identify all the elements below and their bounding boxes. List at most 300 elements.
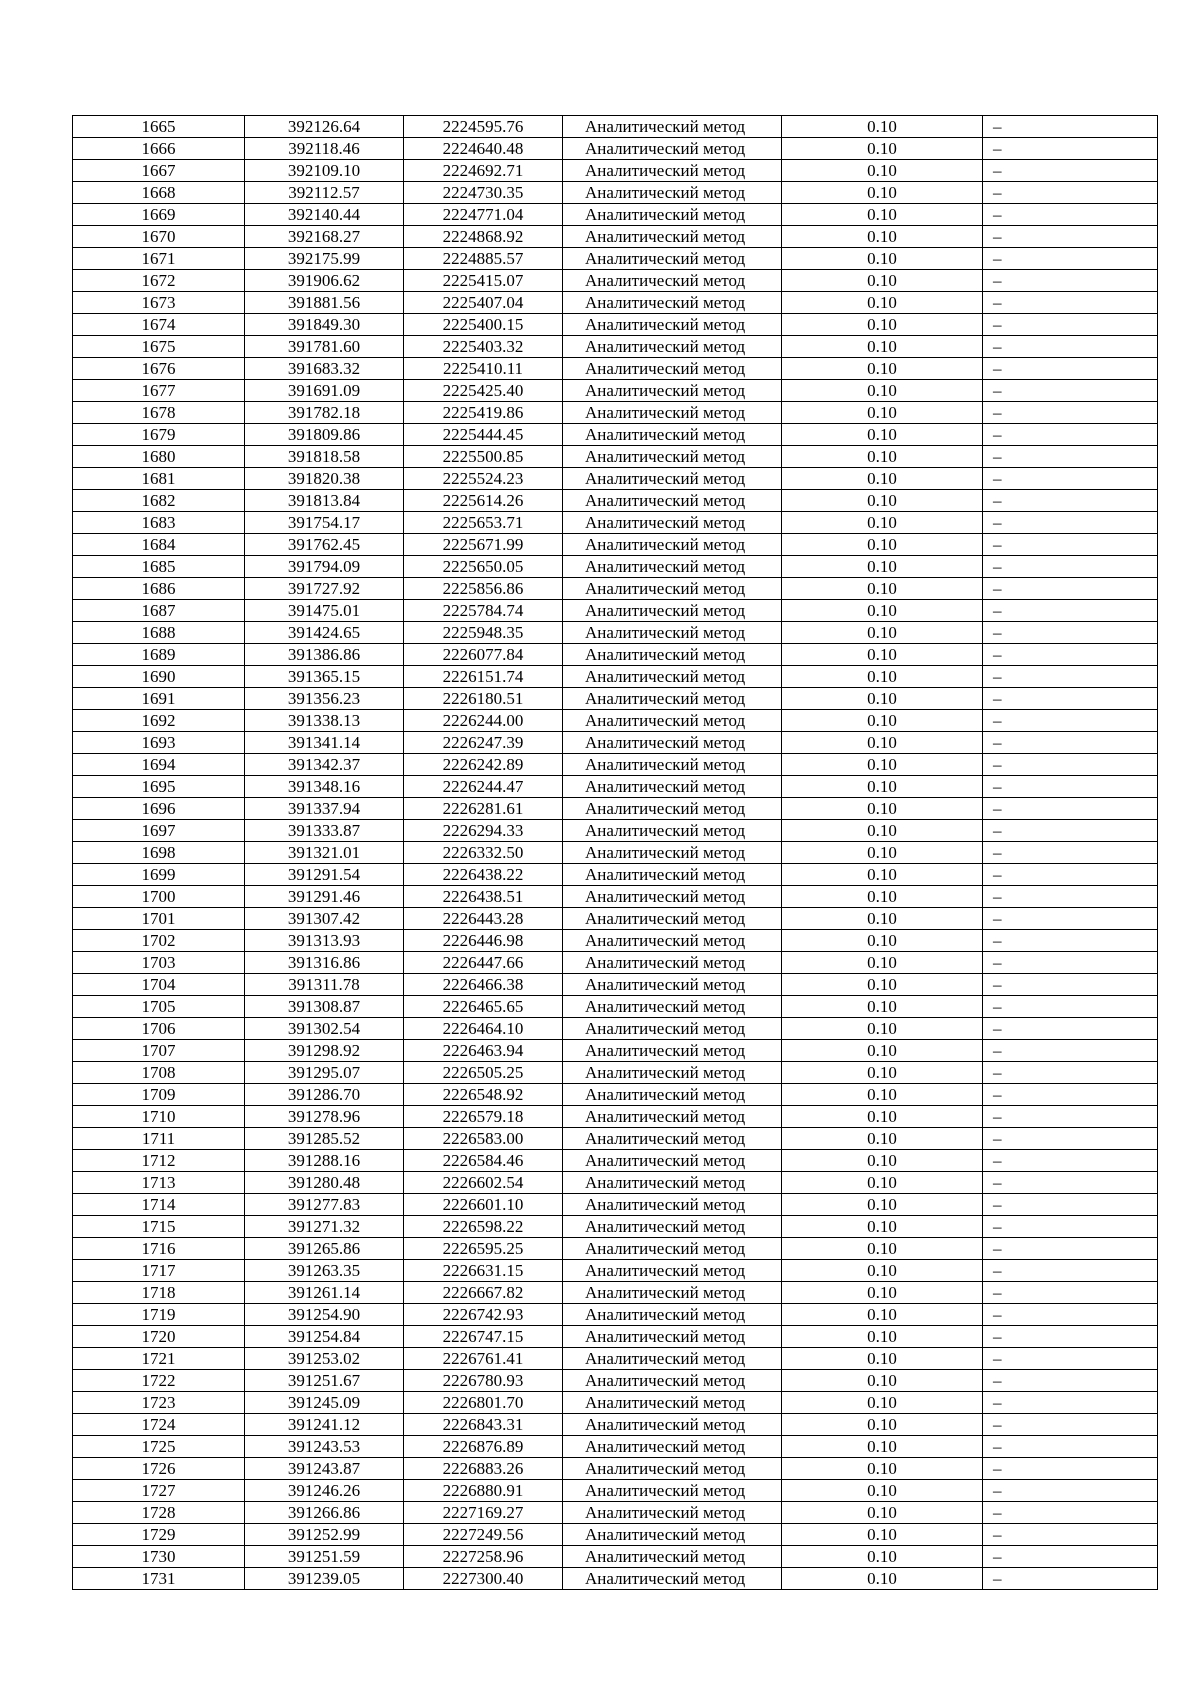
note-cell: – — [983, 1370, 1158, 1392]
method-cell: Аналитический метод — [563, 710, 782, 732]
method-cell: Аналитический метод — [563, 490, 782, 512]
point-number-cell: 1691 — [73, 688, 245, 710]
x-coordinate-cell: 391818.58 — [245, 446, 404, 468]
y-coordinate-cell: 2225653.71 — [404, 512, 563, 534]
note-cell: – — [983, 600, 1158, 622]
accuracy-cell: 0.10 — [782, 534, 983, 556]
x-coordinate-cell: 391754.17 — [245, 512, 404, 534]
point-number-cell: 1703 — [73, 952, 245, 974]
x-coordinate-cell: 391243.87 — [245, 1458, 404, 1480]
y-coordinate-cell: 2226281.61 — [404, 798, 563, 820]
accuracy-cell: 0.10 — [782, 424, 983, 446]
point-number-cell: 1722 — [73, 1370, 245, 1392]
note-cell: – — [983, 402, 1158, 424]
table-row — [73, 908, 1158, 930]
accuracy-cell: 0.10 — [782, 1348, 983, 1370]
accuracy-cell: 0.10 — [782, 1414, 983, 1436]
point-number-cell: 1709 — [73, 1084, 245, 1106]
x-coordinate-cell: 392112.57 — [245, 182, 404, 204]
method-cell: Аналитический метод — [563, 1392, 782, 1414]
note-cell: – — [983, 270, 1158, 292]
y-coordinate-cell: 2225444.45 — [404, 424, 563, 446]
accuracy-cell: 0.10 — [782, 1304, 983, 1326]
accuracy-cell: 0.10 — [782, 1370, 983, 1392]
y-coordinate-cell: 2225410.11 — [404, 358, 563, 380]
table-row — [73, 1304, 1158, 1326]
table-row — [73, 1172, 1158, 1194]
accuracy-cell: 0.10 — [782, 886, 983, 908]
note-cell: – — [983, 1018, 1158, 1040]
y-coordinate-cell: 2226463.94 — [404, 1040, 563, 1062]
point-number-cell: 1694 — [73, 754, 245, 776]
point-number-cell: 1697 — [73, 820, 245, 842]
x-coordinate-cell: 391280.48 — [245, 1172, 404, 1194]
method-cell: Аналитический метод — [563, 1062, 782, 1084]
table-row — [73, 666, 1158, 688]
point-number-cell: 1710 — [73, 1106, 245, 1128]
y-coordinate-cell: 2225948.35 — [404, 622, 563, 644]
accuracy-cell: 0.10 — [782, 1172, 983, 1194]
note-cell: – — [983, 1150, 1158, 1172]
note-cell: – — [983, 248, 1158, 270]
method-cell: Аналитический метод — [563, 974, 782, 996]
table-row — [73, 1436, 1158, 1458]
note-cell: – — [983, 842, 1158, 864]
table-row — [73, 1282, 1158, 1304]
table-row — [73, 314, 1158, 336]
y-coordinate-cell: 2227169.27 — [404, 1502, 563, 1524]
method-cell: Аналитический метод — [563, 820, 782, 842]
accuracy-cell: 0.10 — [782, 336, 983, 358]
y-coordinate-cell: 2224885.57 — [404, 248, 563, 270]
note-cell: – — [983, 1524, 1158, 1546]
note-cell: – — [983, 1260, 1158, 1282]
table-row — [73, 1458, 1158, 1480]
y-coordinate-cell: 2226466.38 — [404, 974, 563, 996]
accuracy-cell: 0.10 — [782, 776, 983, 798]
table-row — [73, 842, 1158, 864]
accuracy-cell: 0.10 — [782, 182, 983, 204]
x-coordinate-cell: 391762.45 — [245, 534, 404, 556]
x-coordinate-cell: 391683.32 — [245, 358, 404, 380]
y-coordinate-cell: 2227249.56 — [404, 1524, 563, 1546]
y-coordinate-cell: 2226151.74 — [404, 666, 563, 688]
method-cell: Аналитический метод — [563, 930, 782, 952]
table-row — [73, 534, 1158, 556]
point-number-cell: 1707 — [73, 1040, 245, 1062]
x-coordinate-cell: 391475.01 — [245, 600, 404, 622]
accuracy-cell: 0.10 — [782, 688, 983, 710]
method-cell: Аналитический метод — [563, 468, 782, 490]
point-number-cell: 1669 — [73, 204, 245, 226]
x-coordinate-cell: 391321.01 — [245, 842, 404, 864]
method-cell: Аналитический метод — [563, 446, 782, 468]
point-number-cell: 1673 — [73, 292, 245, 314]
accuracy-cell: 0.10 — [782, 1326, 983, 1348]
x-coordinate-cell: 392126.64 — [245, 116, 404, 138]
point-number-cell: 1686 — [73, 578, 245, 600]
table-row — [73, 1260, 1158, 1282]
note-cell: – — [983, 622, 1158, 644]
accuracy-cell: 0.10 — [782, 446, 983, 468]
table-row — [73, 1392, 1158, 1414]
table-row — [73, 226, 1158, 248]
table-row — [73, 1062, 1158, 1084]
point-number-cell: 1693 — [73, 732, 245, 754]
x-coordinate-cell: 391243.53 — [245, 1436, 404, 1458]
note-cell: – — [983, 1436, 1158, 1458]
note-cell: – — [983, 1062, 1158, 1084]
x-coordinate-cell: 392168.27 — [245, 226, 404, 248]
method-cell: Аналитический метод — [563, 512, 782, 534]
point-number-cell: 1728 — [73, 1502, 245, 1524]
accuracy-cell: 0.10 — [782, 1392, 983, 1414]
x-coordinate-cell: 391254.84 — [245, 1326, 404, 1348]
note-cell: – — [983, 688, 1158, 710]
method-cell: Аналитический метод — [563, 1260, 782, 1282]
x-coordinate-cell: 392175.99 — [245, 248, 404, 270]
point-number-cell: 1688 — [73, 622, 245, 644]
x-coordinate-cell: 392118.46 — [245, 138, 404, 160]
accuracy-cell: 0.10 — [782, 204, 983, 226]
note-cell: – — [983, 930, 1158, 952]
table-row — [73, 402, 1158, 424]
table-row — [73, 1018, 1158, 1040]
x-coordinate-cell: 391246.26 — [245, 1480, 404, 1502]
note-cell: – — [983, 1568, 1158, 1590]
method-cell: Аналитический метод — [563, 754, 782, 776]
accuracy-cell: 0.10 — [782, 1524, 983, 1546]
method-cell: Аналитический метод — [563, 534, 782, 556]
note-cell: – — [983, 512, 1158, 534]
method-cell: Аналитический метод — [563, 600, 782, 622]
table-row — [73, 952, 1158, 974]
y-coordinate-cell: 2226780.93 — [404, 1370, 563, 1392]
y-coordinate-cell: 2225650.05 — [404, 556, 563, 578]
x-coordinate-cell: 391288.16 — [245, 1150, 404, 1172]
method-cell: Аналитический метод — [563, 864, 782, 886]
x-coordinate-cell: 391241.12 — [245, 1414, 404, 1436]
note-cell: – — [983, 116, 1158, 138]
point-number-cell: 1690 — [73, 666, 245, 688]
y-coordinate-cell: 2226801.70 — [404, 1392, 563, 1414]
x-coordinate-cell: 391313.93 — [245, 930, 404, 952]
note-cell: – — [983, 1084, 1158, 1106]
x-coordinate-cell: 391302.54 — [245, 1018, 404, 1040]
table-row — [73, 1194, 1158, 1216]
point-number-cell: 1705 — [73, 996, 245, 1018]
y-coordinate-cell: 2226464.10 — [404, 1018, 563, 1040]
y-coordinate-cell: 2226584.46 — [404, 1150, 563, 1172]
point-number-cell: 1726 — [73, 1458, 245, 1480]
y-coordinate-cell: 2225500.85 — [404, 446, 563, 468]
method-cell: Аналитический метод — [563, 1414, 782, 1436]
x-coordinate-cell: 392109.10 — [245, 160, 404, 182]
note-cell: – — [983, 1546, 1158, 1568]
point-number-cell: 1721 — [73, 1348, 245, 1370]
table-row — [73, 1414, 1158, 1436]
table-row — [73, 622, 1158, 644]
point-number-cell: 1730 — [73, 1546, 245, 1568]
accuracy-cell: 0.10 — [782, 1480, 983, 1502]
accuracy-cell: 0.10 — [782, 1502, 983, 1524]
note-cell: – — [983, 358, 1158, 380]
point-number-cell: 1685 — [73, 556, 245, 578]
table-row — [73, 776, 1158, 798]
y-coordinate-cell: 2226876.89 — [404, 1436, 563, 1458]
note-cell: – — [983, 798, 1158, 820]
method-cell: Аналитический метод — [563, 1172, 782, 1194]
point-number-cell: 1678 — [73, 402, 245, 424]
point-number-cell: 1672 — [73, 270, 245, 292]
method-cell: Аналитический метод — [563, 1480, 782, 1502]
y-coordinate-cell: 2226294.33 — [404, 820, 563, 842]
point-number-cell: 1695 — [73, 776, 245, 798]
x-coordinate-cell: 391291.46 — [245, 886, 404, 908]
y-coordinate-cell: 2226583.00 — [404, 1128, 563, 1150]
accuracy-cell: 0.10 — [782, 512, 983, 534]
method-cell: Аналитический метод — [563, 160, 782, 182]
y-coordinate-cell: 2224771.04 — [404, 204, 563, 226]
y-coordinate-cell: 2224692.71 — [404, 160, 563, 182]
y-coordinate-cell: 2226667.82 — [404, 1282, 563, 1304]
y-coordinate-cell: 2226602.54 — [404, 1172, 563, 1194]
table-row — [73, 820, 1158, 842]
y-coordinate-cell: 2226443.28 — [404, 908, 563, 930]
y-coordinate-cell: 2225856.86 — [404, 578, 563, 600]
point-number-cell: 1731 — [73, 1568, 245, 1590]
y-coordinate-cell: 2226631.15 — [404, 1260, 563, 1282]
accuracy-cell: 0.10 — [782, 1216, 983, 1238]
table-row — [73, 380, 1158, 402]
note-cell: – — [983, 1128, 1158, 1150]
point-number-cell: 1675 — [73, 336, 245, 358]
note-cell: – — [983, 534, 1158, 556]
x-coordinate-cell: 391813.84 — [245, 490, 404, 512]
point-number-cell: 1692 — [73, 710, 245, 732]
point-number-cell: 1711 — [73, 1128, 245, 1150]
accuracy-cell: 0.10 — [782, 226, 983, 248]
table-row — [73, 446, 1158, 468]
x-coordinate-cell: 391261.14 — [245, 1282, 404, 1304]
x-coordinate-cell: 391333.87 — [245, 820, 404, 842]
method-cell: Аналитический метод — [563, 1216, 782, 1238]
y-coordinate-cell: 2226742.93 — [404, 1304, 563, 1326]
method-cell: Аналитический метод — [563, 952, 782, 974]
y-coordinate-cell: 2224640.48 — [404, 138, 563, 160]
note-cell: – — [983, 1304, 1158, 1326]
table-row — [73, 270, 1158, 292]
accuracy-cell: 0.10 — [782, 468, 983, 490]
x-coordinate-cell: 391424.65 — [245, 622, 404, 644]
x-coordinate-cell: 391316.86 — [245, 952, 404, 974]
accuracy-cell: 0.10 — [782, 578, 983, 600]
method-cell: Аналитический метод — [563, 1436, 782, 1458]
method-cell: Аналитический метод — [563, 424, 782, 446]
method-cell: Аналитический метод — [563, 182, 782, 204]
accuracy-cell: 0.10 — [782, 1260, 983, 1282]
accuracy-cell: 0.10 — [782, 556, 983, 578]
y-coordinate-cell: 2226180.51 — [404, 688, 563, 710]
table-row — [73, 292, 1158, 314]
y-coordinate-cell: 2225614.26 — [404, 490, 563, 512]
note-cell: – — [983, 952, 1158, 974]
note-cell: – — [983, 1414, 1158, 1436]
note-cell: – — [983, 776, 1158, 798]
table-row — [73, 1238, 1158, 1260]
y-coordinate-cell: 2227258.96 — [404, 1546, 563, 1568]
table-row — [73, 1216, 1158, 1238]
point-number-cell: 1712 — [73, 1150, 245, 1172]
table-row — [73, 336, 1158, 358]
note-cell: – — [983, 1326, 1158, 1348]
accuracy-cell: 0.10 — [782, 666, 983, 688]
table-row — [73, 798, 1158, 820]
accuracy-cell: 0.10 — [782, 622, 983, 644]
accuracy-cell: 0.10 — [782, 820, 983, 842]
point-number-cell: 1671 — [73, 248, 245, 270]
accuracy-cell: 0.10 — [782, 952, 983, 974]
point-number-cell: 1724 — [73, 1414, 245, 1436]
method-cell: Аналитический метод — [563, 842, 782, 864]
x-coordinate-cell: 391311.78 — [245, 974, 404, 996]
table-row — [73, 1546, 1158, 1568]
note-cell: – — [983, 226, 1158, 248]
y-coordinate-cell: 2226438.51 — [404, 886, 563, 908]
note-cell: – — [983, 754, 1158, 776]
y-coordinate-cell: 2225403.32 — [404, 336, 563, 358]
method-cell: Аналитический метод — [563, 732, 782, 754]
table-row — [73, 1568, 1158, 1590]
x-coordinate-cell: 391386.86 — [245, 644, 404, 666]
note-cell: – — [983, 1392, 1158, 1414]
x-coordinate-cell: 391820.38 — [245, 468, 404, 490]
note-cell: – — [983, 1458, 1158, 1480]
note-cell: – — [983, 490, 1158, 512]
table-row — [73, 1348, 1158, 1370]
y-coordinate-cell: 2226598.22 — [404, 1216, 563, 1238]
y-coordinate-cell: 2224595.76 — [404, 116, 563, 138]
note-cell: – — [983, 336, 1158, 358]
coordinates-table — [72, 115, 1158, 1590]
table-row — [73, 1128, 1158, 1150]
x-coordinate-cell: 391356.23 — [245, 688, 404, 710]
method-cell: Аналитический метод — [563, 1194, 782, 1216]
method-cell: Аналитический метод — [563, 1326, 782, 1348]
table-row — [73, 1480, 1158, 1502]
note-cell: – — [983, 380, 1158, 402]
x-coordinate-cell: 391342.37 — [245, 754, 404, 776]
method-cell: Аналитический метод — [563, 578, 782, 600]
x-coordinate-cell: 391277.83 — [245, 1194, 404, 1216]
x-coordinate-cell: 391253.02 — [245, 1348, 404, 1370]
x-coordinate-cell: 391254.90 — [245, 1304, 404, 1326]
note-cell: – — [983, 314, 1158, 336]
x-coordinate-cell: 391295.07 — [245, 1062, 404, 1084]
x-coordinate-cell: 391348.16 — [245, 776, 404, 798]
y-coordinate-cell: 2226446.98 — [404, 930, 563, 952]
point-number-cell: 1723 — [73, 1392, 245, 1414]
accuracy-cell: 0.10 — [782, 1106, 983, 1128]
method-cell: Аналитический метод — [563, 270, 782, 292]
note-cell: – — [983, 1106, 1158, 1128]
point-number-cell: 1720 — [73, 1326, 245, 1348]
note-cell: – — [983, 182, 1158, 204]
accuracy-cell: 0.10 — [782, 314, 983, 336]
accuracy-cell: 0.10 — [782, 996, 983, 1018]
note-cell: – — [983, 1040, 1158, 1062]
accuracy-cell: 0.10 — [782, 864, 983, 886]
table-row — [73, 732, 1158, 754]
x-coordinate-cell: 392140.44 — [245, 204, 404, 226]
table-row — [73, 468, 1158, 490]
method-cell: Аналитический метод — [563, 666, 782, 688]
point-number-cell: 1681 — [73, 468, 245, 490]
y-coordinate-cell: 2226761.41 — [404, 1348, 563, 1370]
y-coordinate-cell: 2226548.92 — [404, 1084, 563, 1106]
note-cell: – — [983, 996, 1158, 1018]
point-number-cell: 1676 — [73, 358, 245, 380]
y-coordinate-cell: 2226601.10 — [404, 1194, 563, 1216]
point-number-cell: 1706 — [73, 1018, 245, 1040]
method-cell: Аналитический метод — [563, 886, 782, 908]
x-coordinate-cell: 391338.13 — [245, 710, 404, 732]
method-cell: Аналитический метод — [563, 1150, 782, 1172]
coordinates-table-body — [73, 116, 1158, 1590]
accuracy-cell: 0.10 — [782, 644, 983, 666]
method-cell: Аналитический метод — [563, 908, 782, 930]
y-coordinate-cell: 2226244.47 — [404, 776, 563, 798]
method-cell: Аналитический метод — [563, 1040, 782, 1062]
y-coordinate-cell: 2226880.91 — [404, 1480, 563, 1502]
method-cell: Аналитический метод — [563, 644, 782, 666]
method-cell: Аналитический метод — [563, 358, 782, 380]
accuracy-cell: 0.10 — [782, 490, 983, 512]
method-cell: Аналитический метод — [563, 292, 782, 314]
method-cell: Аналитический метод — [563, 1348, 782, 1370]
x-coordinate-cell: 391849.30 — [245, 314, 404, 336]
note-cell: – — [983, 1238, 1158, 1260]
point-number-cell: 1702 — [73, 930, 245, 952]
point-number-cell: 1684 — [73, 534, 245, 556]
method-cell: Аналитический метод — [563, 776, 782, 798]
table-row — [73, 1502, 1158, 1524]
x-coordinate-cell: 391307.42 — [245, 908, 404, 930]
accuracy-cell: 0.10 — [782, 1546, 983, 1568]
accuracy-cell: 0.10 — [782, 1194, 983, 1216]
x-coordinate-cell: 391286.70 — [245, 1084, 404, 1106]
y-coordinate-cell: 2225400.15 — [404, 314, 563, 336]
y-coordinate-cell: 2225415.07 — [404, 270, 563, 292]
point-number-cell: 1698 — [73, 842, 245, 864]
table-row — [73, 116, 1158, 138]
x-coordinate-cell: 391809.86 — [245, 424, 404, 446]
note-cell: – — [983, 908, 1158, 930]
accuracy-cell: 0.10 — [782, 1128, 983, 1150]
x-coordinate-cell: 391245.09 — [245, 1392, 404, 1414]
accuracy-cell: 0.10 — [782, 1282, 983, 1304]
x-coordinate-cell: 391265.86 — [245, 1238, 404, 1260]
method-cell: Аналитический метод — [563, 402, 782, 424]
note-cell: – — [983, 732, 1158, 754]
table-row — [73, 974, 1158, 996]
point-number-cell: 1677 — [73, 380, 245, 402]
accuracy-cell: 0.10 — [782, 710, 983, 732]
table-row — [73, 1524, 1158, 1546]
y-coordinate-cell: 2226883.26 — [404, 1458, 563, 1480]
y-coordinate-cell: 2226447.66 — [404, 952, 563, 974]
note-cell: – — [983, 446, 1158, 468]
